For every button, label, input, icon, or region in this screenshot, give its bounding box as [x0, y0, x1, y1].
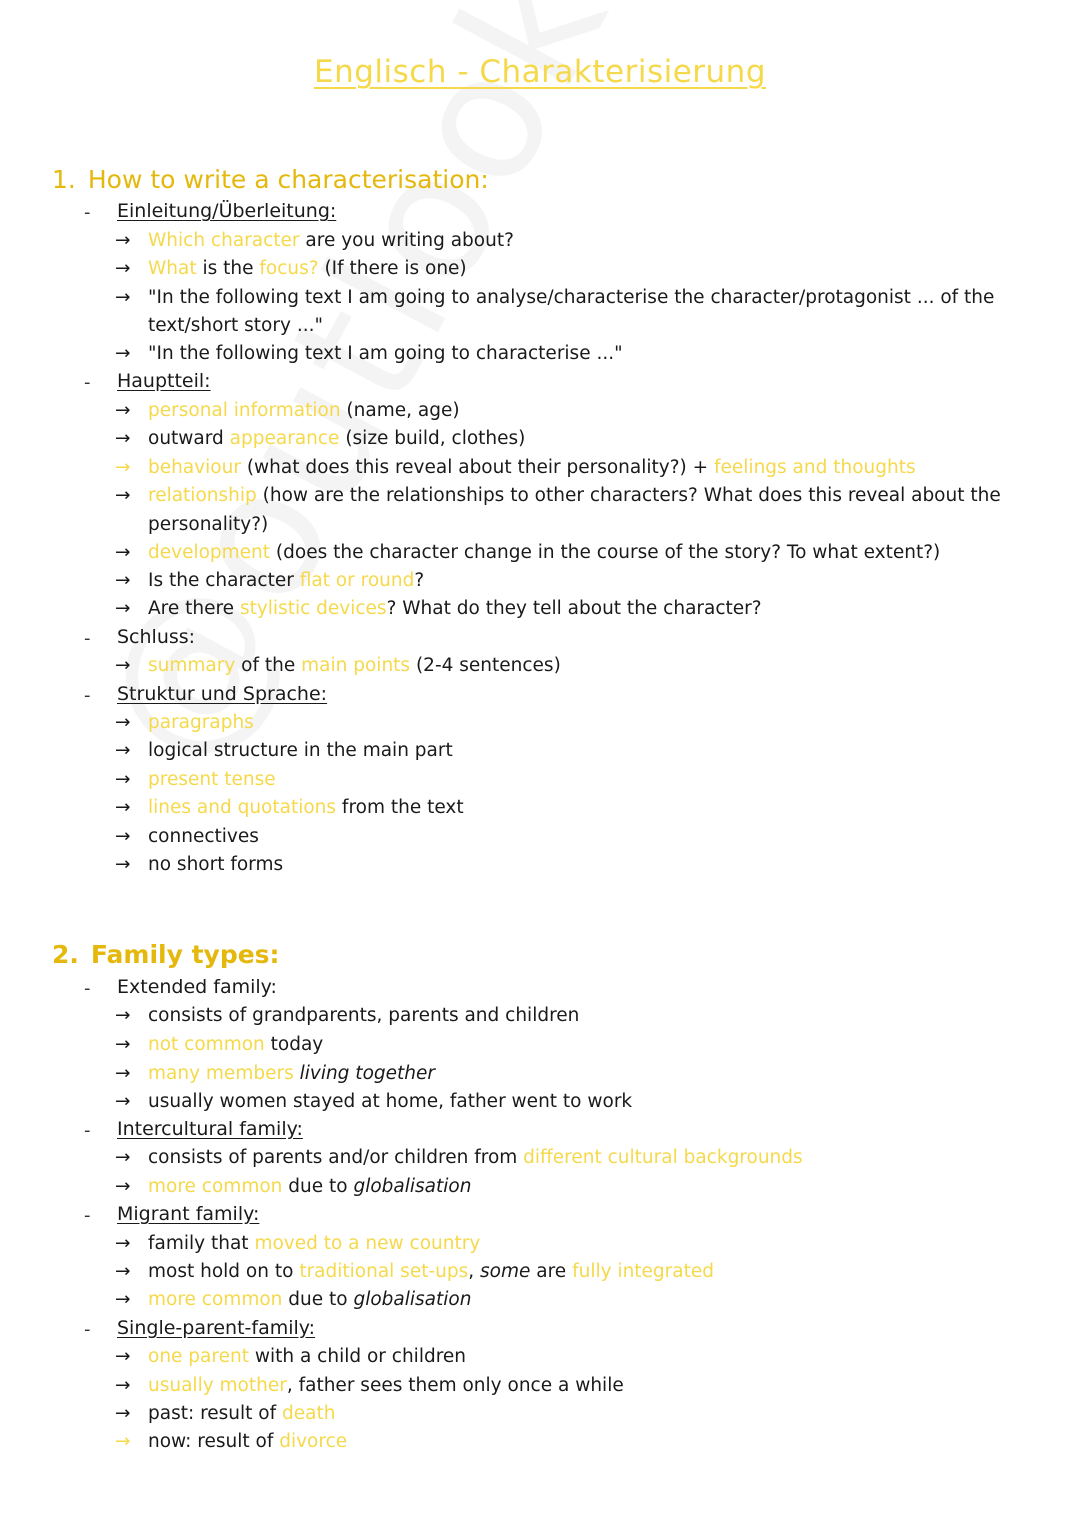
item-text: ? What do they tell about the character?	[386, 598, 762, 619]
item-text: family that	[148, 1233, 255, 1254]
highlight-text: more common	[148, 1176, 283, 1197]
item-text: most hold on to	[148, 1261, 300, 1282]
arrow-right-icon: →	[115, 1261, 131, 1282]
arrow-right-icon: →	[115, 1289, 131, 1310]
highlight-text: more common	[148, 1289, 283, 1310]
arrow-right-icon: →	[115, 542, 131, 563]
highlight-text: stylistic devices	[239, 598, 387, 619]
item-text: logical structure in the main part	[148, 740, 453, 761]
item-text: of the	[235, 655, 302, 676]
highlight-text: development	[148, 542, 271, 563]
highlight-text: moved to a new country	[254, 1233, 481, 1254]
highlight-text: many members	[148, 1063, 300, 1084]
arrow-right-icon: →	[115, 826, 131, 847]
list-item	[115, 1004, 579, 1028]
section-heading-family-types	[52, 940, 280, 969]
subheading-extended-family: Extended family:	[117, 976, 277, 998]
item-text: past: result of	[148, 1403, 283, 1424]
item-text: Is the character	[148, 570, 300, 591]
item-text: from the text	[336, 797, 464, 818]
highlight-text: behaviour	[148, 457, 241, 478]
highlight-text: main points	[301, 655, 411, 676]
item-text: are	[530, 1261, 573, 1282]
arrow-right-icon: →	[115, 1063, 131, 1084]
section-title: Family types:	[90, 940, 280, 969]
item-text: "In the following text I am going to characterise ..."	[148, 343, 623, 364]
highlight-text: divorce	[279, 1431, 348, 1452]
highlight-text: What	[148, 258, 197, 279]
italic-text: living together	[299, 1063, 435, 1084]
item-text: consists of parents and/or children from	[148, 1147, 524, 1168]
arrow-right-icon: →	[115, 655, 131, 676]
highlight-text: one parent	[148, 1346, 249, 1367]
italic-text: globalisation	[353, 1176, 472, 1197]
list-item	[115, 484, 1001, 508]
list-item	[115, 1260, 714, 1284]
subheading-struktur: Struktur und Sprache:	[117, 683, 328, 705]
subheading-hauptteil: Hauptteil:	[117, 370, 211, 392]
bullet-dash: -	[84, 685, 91, 706]
list-item	[115, 541, 940, 565]
list-item	[115, 768, 276, 792]
list-item	[115, 597, 762, 621]
arrow-right-icon: →	[115, 712, 131, 733]
item-text: , father sees them only once a while	[286, 1375, 624, 1396]
arrow-right-icon: →	[115, 1375, 131, 1396]
list-item	[115, 739, 453, 763]
bullet-dash: -	[84, 1120, 91, 1141]
bullet-dash: -	[84, 1205, 91, 1226]
arrow-right-icon: →	[115, 400, 131, 421]
highlight-text: traditional set-ups	[299, 1261, 469, 1282]
highlight-text: present tense	[148, 769, 276, 790]
arrow-right-icon: →	[115, 1176, 131, 1197]
arrow-right-icon: →	[115, 1034, 131, 1055]
highlight-text: lines and quotations	[148, 797, 337, 818]
list-item	[115, 456, 916, 480]
arrow-right-icon: →	[115, 1403, 131, 1424]
item-text-continued: text/short story ..."	[148, 315, 323, 336]
item-text: (name, age)	[340, 400, 460, 421]
arrow-right-icon: →	[115, 1005, 131, 1026]
list-item	[115, 711, 254, 735]
arrow-right-icon: →	[115, 1091, 131, 1112]
item-text: today	[264, 1034, 324, 1055]
list-item	[115, 1090, 632, 1114]
list-item	[115, 569, 424, 593]
list-item	[115, 796, 464, 820]
section-number: 1.	[52, 165, 76, 194]
bullet-dash: -	[84, 372, 91, 393]
item-text: (2-4 sentences)	[410, 655, 561, 676]
highlight-text: different cultural backgrounds	[523, 1147, 803, 1168]
highlight-text: fully integrated	[572, 1261, 714, 1282]
arrow-right-icon: →	[115, 570, 131, 591]
item-text: consists of grandparents, parents and children	[148, 1005, 580, 1026]
list-item	[115, 286, 994, 310]
item-text: with a child or children	[248, 1346, 467, 1367]
arrow-right-icon: →	[115, 1431, 131, 1452]
list-item	[115, 1430, 347, 1454]
arrow-right-icon: →	[115, 343, 131, 364]
section-heading-how-to-write	[52, 165, 489, 194]
list-item	[115, 654, 561, 678]
highlight-text: relationship	[148, 485, 257, 506]
item-text: ?	[414, 570, 425, 591]
subheading-migrant-family: Migrant family:	[117, 1203, 260, 1225]
item-text: is the	[196, 258, 260, 279]
item-text: now: result of	[148, 1431, 280, 1452]
item-text: (how are the relationships to other characters? What does this reveal about the	[256, 485, 1001, 506]
subheading-single-parent-family: Single-parent-family:	[117, 1317, 316, 1339]
subheading-schluss: Schluss:	[117, 626, 196, 648]
arrow-right-icon: →	[115, 287, 131, 308]
item-text: (size build, clothes)	[339, 428, 526, 449]
item-text: outward	[148, 428, 230, 449]
arrow-right-icon: →	[115, 258, 131, 279]
arrow-right-icon: →	[115, 1346, 131, 1367]
item-text: due to	[282, 1289, 354, 1310]
item-text: (If there is one)	[318, 258, 467, 279]
list-item	[115, 229, 514, 253]
item-text-continued: personality?)	[148, 514, 269, 535]
list-item	[115, 257, 467, 281]
arrow-right-icon: →	[115, 854, 131, 875]
list-item	[115, 1345, 466, 1369]
highlight-text: appearance	[229, 428, 340, 449]
page-title: Englisch - Charakterisierung	[314, 54, 766, 90]
list-item	[115, 399, 460, 423]
list-item	[115, 427, 525, 451]
highlight-text: personal information	[148, 400, 341, 421]
bullet-dash: -	[84, 202, 91, 223]
arrow-right-icon: →	[115, 769, 131, 790]
arrow-right-icon: →	[115, 1233, 131, 1254]
arrow-right-icon: →	[115, 230, 131, 251]
item-text: (what does this reveal about their personality?) +	[240, 457, 715, 478]
highlight-text: death	[282, 1403, 336, 1424]
list-item	[115, 1062, 435, 1086]
item-text: connectives	[148, 826, 259, 847]
list-item	[115, 342, 623, 366]
arrow-right-icon: →	[115, 797, 131, 818]
highlight-text: flat or round	[299, 570, 415, 591]
subheading-einleitung: Einleitung/Überleitung:	[117, 200, 337, 222]
item-text: (does the character change in the course of the story? To what extent?)	[270, 542, 941, 563]
bullet-dash: -	[84, 628, 91, 649]
item-text: due to	[282, 1176, 354, 1197]
arrow-right-icon: →	[115, 457, 131, 478]
highlight-text: paragraphs	[148, 712, 254, 733]
list-item	[115, 1288, 471, 1312]
item-text: usually women stayed at home, father went to work	[148, 1091, 633, 1112]
item-text: no short forms	[148, 854, 284, 875]
subheading-intercultural-family: Intercultural family:	[117, 1118, 303, 1140]
item-text: are you writing about?	[299, 230, 514, 251]
section-title: How to write a characterisation:	[87, 165, 489, 194]
arrow-right-icon: →	[115, 598, 131, 619]
italic-text: some	[480, 1261, 531, 1282]
bullet-dash: -	[84, 1319, 91, 1340]
list-item	[115, 1232, 480, 1256]
arrow-right-icon: →	[115, 485, 131, 506]
list-item	[115, 1033, 323, 1057]
item-text: Are there	[148, 598, 240, 619]
list-item	[115, 853, 283, 877]
bullet-dash: -	[84, 978, 91, 999]
highlight-text: summary	[148, 655, 236, 676]
list-item	[115, 825, 259, 849]
list-item	[115, 1374, 624, 1398]
highlight-text: focus?	[259, 258, 319, 279]
list-item	[115, 1402, 335, 1426]
arrow-right-icon: →	[115, 428, 131, 449]
list-item	[115, 1175, 471, 1199]
highlight-text: usually mother	[148, 1375, 287, 1396]
highlight-text: not common	[148, 1034, 265, 1055]
italic-text: globalisation	[353, 1289, 472, 1310]
section-number: 2.	[52, 940, 79, 969]
list-item	[115, 1146, 803, 1170]
highlight-text: feelings and thoughts	[714, 457, 916, 478]
arrow-right-icon: →	[115, 740, 131, 761]
item-text: ,	[468, 1261, 481, 1282]
highlight-text: Which character	[148, 230, 300, 251]
item-text: "In the following text I am going to analyse/characterise the character/protagonist ... of the	[148, 287, 995, 308]
arrow-right-icon: →	[115, 1147, 131, 1168]
